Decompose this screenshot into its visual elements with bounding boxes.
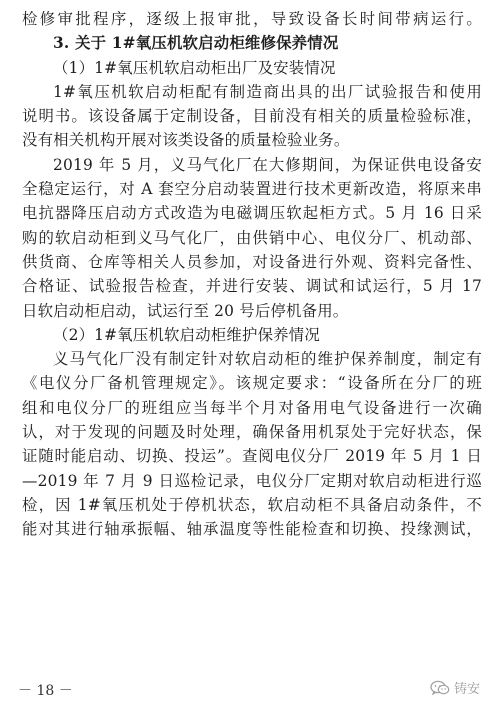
paragraph-line: 供货商、仓库等相关人员参加，对设备进行外观、资料完备性、 xyxy=(22,252,482,271)
paragraph-line: 认，对于发现的问题及时处理，确保备用机泵处于完好状态，保 xyxy=(22,423,482,442)
paragraph-line: 检，因 1#氧压机处于停机状态，软启动柜不具备启动条件，不 xyxy=(22,495,482,514)
paragraph-line: 购的软启动柜到义马气化厂，由供销中心、电仪分厂、机动部、 xyxy=(22,228,482,247)
wechat-icon xyxy=(430,680,450,696)
paragraph-line: 2019 年 5 月，义马气化厂在大修期间，为保证供电设备安 xyxy=(53,155,482,174)
paragraph-line: 说明书。该设备属于定制设备，目前没有相关的质量检验标准， xyxy=(22,107,482,126)
paragraph-line: 能对其进行轴承振幅、轴承温度等性能检查和切换、投缘测试， xyxy=(22,520,482,539)
paragraph-line: 全稳定运行，对 A 套空分启动装置进行技术更新改造，将原来串 xyxy=(22,180,482,199)
watermark-text: 铸安 xyxy=(453,682,480,697)
section-heading: 3. 关于 1#氧压机软启动柜维修保养情况 xyxy=(53,34,339,53)
paragraph-line: 义马气化厂没有制定针对软启动柜的维护保养制度，制定有 xyxy=(53,350,482,369)
paragraph-line: 电抗器降压启动方式改造为电磁调压软起柜方式。5 月 16 日采 xyxy=(22,204,482,223)
subsection-heading: （2）1#氧压机软启动柜维护保养情况 xyxy=(53,325,320,344)
subsection-heading: （1）1#氧压机软启动柜出厂及安装情况 xyxy=(53,58,336,77)
paragraph-line: 1#氧压机软启动柜配有制造商出具的出厂试验报告和使用 xyxy=(53,82,482,101)
page-number: － 18 － xyxy=(18,683,73,699)
paragraph-line: 检修审批程序，逐级上报审批，导致设备长时间带病运行。 xyxy=(22,10,482,28)
watermark xyxy=(430,678,480,697)
paragraph-line: 合格证、试验报告检查，并进行安装、调试和试运行，5 月 17 xyxy=(22,277,482,296)
document-body xyxy=(22,7,482,542)
paragraph-line: 组和电仪分厂的班组应当每半个月对备用电气设备进行一次确 xyxy=(22,398,482,417)
paragraph-line: 没有相关机构开展对该类设备的质量检验业务。 xyxy=(22,131,350,150)
paragraph-line: 《电仪分厂备机管理规定》。该规定要求：“设备所在分厂的班 xyxy=(22,374,482,393)
paragraph-line: 日软启动柜启动，试运行至 20 号后停机备用。 xyxy=(22,301,349,320)
paragraph-line: 证随时能启动、切换、投运”。查阅电仪分厂 2019 年 5 月 1 日 xyxy=(22,447,482,466)
paragraph-line: —2019 年 7 月 9 日巡检记录，电仪分厂定期对软启动柜进行巡 xyxy=(22,471,482,490)
